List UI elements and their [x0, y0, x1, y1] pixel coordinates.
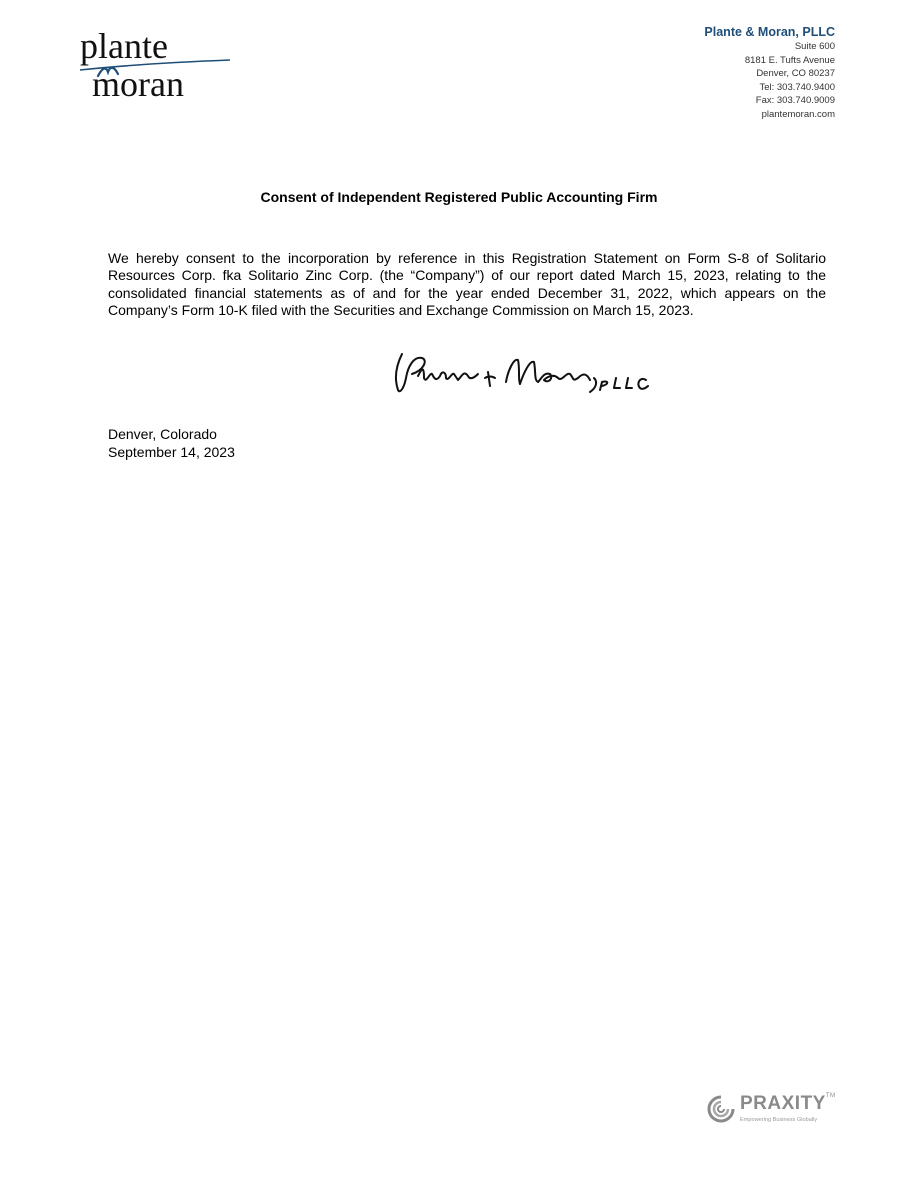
letterhead-city: Denver, CO 80237	[756, 68, 835, 79]
letterhead-address-block	[704, 24, 835, 121]
letterhead-street: 8181 E. Tufts Avenue	[744, 54, 835, 66]
letterhead-fax: Fax: 303.740.9009	[755, 95, 835, 106]
plante-moran-logo	[78, 26, 238, 104]
praxity-name-text: PRAXITY	[740, 1093, 826, 1114]
logo-word-moran: moran	[92, 64, 184, 104]
letterhead-suite: Suite 600	[794, 41, 835, 52]
signing-date: September 14, 2023	[108, 444, 235, 460]
logo-word-plante: plante	[80, 26, 168, 66]
letterhead-firm-name: Plante & Moran, PLLC	[704, 25, 835, 39]
letterhead-phone: Tel: 303.740.9400	[759, 81, 835, 93]
signing-place-date	[108, 425, 235, 461]
document-title: Consent of Independent Registered Public Accounting Firm	[260, 189, 658, 205]
signing-place: Denver, Colorado	[108, 426, 217, 442]
letterhead-website: plantemoran.com	[761, 108, 835, 120]
praxity-trademark: TM	[825, 1093, 836, 1099]
praxity-name	[740, 1093, 836, 1115]
praxity-swirl-icon	[706, 1094, 736, 1124]
praxity-tagline: Empowering Business Globally	[740, 1117, 818, 1123]
handwritten-signature	[388, 348, 652, 402]
praxity-logo	[706, 1093, 842, 1129]
consent-paragraph: We hereby consent to the incorporation by reference in this Registration Statement on Form S-8 of Solitario Resources Corp. fka Solitario Zinc Corp. (the “Company”) of our report dated March 15, 2023, relating to the consolidated financial statements as of and for the year ended December 31, 2022, which appears on the Company’s Form 10-K filed with the Securities and Exchange Commission on March 15, 2023.	[108, 250, 826, 319]
